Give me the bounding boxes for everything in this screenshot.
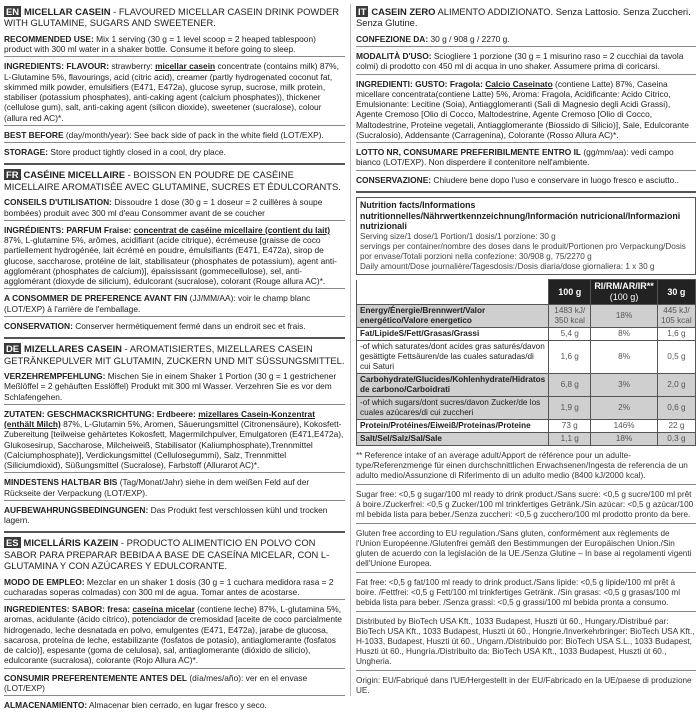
value-100g: 6,8 g xyxy=(549,374,591,397)
en-heading xyxy=(4,6,345,29)
nutrient-label: Protein/Protéines/Eiweiß/Proteinas/Proteine xyxy=(357,420,549,433)
nutrition-header xyxy=(356,197,696,275)
fr-use: CONSEILS D'UTILISATION: Dissoudre 1 dose (30 g = 1 doseur = 2 cuillères à soupe bombées) produit avec 300 ml d'eau Consommer avant de se coucher xyxy=(4,195,345,221)
nutrition-servings: servings per container/nombre des doses dans le produit/Portionen pro Verpackung/Dosis por envase/Totali porzioni nella confezione: 30/908 g, 75/2270 g xyxy=(360,242,686,262)
value-ri: 2% xyxy=(591,397,658,420)
en-use: RECOMMENDED USE: Mix 1 serving (30 g = 1 level scoop = 2 heaped tablespoon) product with 300 ml water in a shaker bottle. Consume it before going to sleep. xyxy=(4,32,345,58)
value-100g: 1,6 g xyxy=(549,341,591,374)
nutrition-row xyxy=(357,420,696,433)
it-conservation: CONSERVAZIONE: Chiudere bene dopo l'uso e conservare in luogo fresco e asciutto.. xyxy=(356,174,679,185)
value-100g: 1,1 g xyxy=(549,433,591,446)
fr-best-before: A CONSOMMER DE PREFERENCE AVANT FIN (JJ/MM/AA): voir le champ blanc (LOT/EXP) à l'arrière de l'emballage. xyxy=(4,291,345,317)
nutrition-row xyxy=(357,305,696,328)
nutrient-label: Salt/Sel/Salz/Sal/Sale xyxy=(357,433,549,446)
en-best-before: BEST BEFORE (day/month/year): See back side of pack in the white field (LOT/EXP). xyxy=(4,128,345,143)
sugar-free-note: Sugar free: <0,5 g sugar/100 ml ready to drink product./Sans sucre: <0,5 g sucre/100 ml prêt à boire./Zuckerfrei: <0,5 g Zucker/100 ml trinkfertiges Getränk./Sin azúcar: <0,5 g azúcar/100 ml bebida lista para beber./Senza zuccheri: <0,5 g zucchero/100 ml prodotto pronto da bere. xyxy=(356,487,696,524)
it-ingredients: INGREDIENTI: GUSTO: Fragola: Calcio Caseinato (contiene Latte) 87%, Caseina micellare concentrata(contiene Latte) 5%, Aroma: Fragola, Acidificante: Acido Citrico, Emulsionante: Lecitine (Soia), Antiagglomeranti (Sali di Magnesio degli Acidi Grassi), Agente Cremoso [Olio di Cocco, Maltodestrine, Agente Cremoso [Olio di Cocco, Maltodestrine, Proteine vegetali, Antiagglomerante (Biossido di Silicio)], Sale, Edulcorante (Sucralosio), Addensante (Carragenina), Colorante (Rosso Allura AC)*. xyxy=(356,77,696,144)
value-30g: 22 g xyxy=(657,420,695,433)
nutrient-label: Fat/LipideS/Fett/Grasas/Grassi xyxy=(357,328,549,341)
section-it xyxy=(356,6,696,193)
lang-code-de: DE xyxy=(6,343,20,355)
value-ri: 8% xyxy=(591,341,658,374)
col-ri: RI/RM/AR/IR** (100 g) xyxy=(591,280,658,305)
nutrition-table-header xyxy=(357,280,696,305)
value-ri: 146% xyxy=(591,420,658,433)
fat-free-note: Fat free: <0,5 g fat/100 ml ready to drink product./Sans lipide: <0,5 g lipide/100 ml prêt à boire. /Fettfrei: <0,5 g Fett/100 ml trinkfertiges Getränk. /Sin grasas: <0,5 g grasas/100 ml bebida lista para beber. /Senza grassi: <0,5 g grassi/100 ml bebida pronta a consumo. xyxy=(356,575,696,612)
value-ri: 3% xyxy=(591,374,658,397)
origin-note: Origin: EU/Fabriqué dans l'UE/Hergestellt in der EU/Fabricado en la UE/paese di produzione UE. xyxy=(356,676,692,696)
value-ri: 8% xyxy=(591,328,658,341)
es-storage: ALMACENAMIENTO: Almacenar bien cerrado, en lugar fresco y seco. xyxy=(4,700,267,711)
value-100g: 1483 kJ/ 350 kcal xyxy=(549,305,591,328)
en-product: MICELLAR CASEIN xyxy=(24,6,111,17)
value-ri: 18% xyxy=(591,433,658,446)
value-30g: 2,0 g xyxy=(657,374,695,397)
nutrient-label: -of which saturates/dont acides gras saturés/davon gesättigte Fettsäuren/de las cuales saturadas/di cui Saturi xyxy=(357,341,549,374)
gluten-free-note: Gluten free according to EU regulation./Sans gluten, conformément aux règlements de l'Union Européenne./Glutenfrei gemäß den Bestimmungen der Europäischen Union./Sin gluten de acuerdo con la legislación de la UE./Senza Glutine – In base ai regolamenti vigenti dell'Unione Europea. xyxy=(356,526,696,573)
en-storage: STORAGE: Store product tightly closed in a cool, dry place. xyxy=(4,147,226,158)
nutrient-label: Carbohydrate/Glucides/Kohlenhydrate/Hidratos de carbono/Carboidrati xyxy=(357,374,549,397)
value-100g: 73 g xyxy=(549,420,591,433)
it-size: CONFEZIONE DA: 30 g / 908 g / 2270 g. xyxy=(356,32,696,47)
right-column xyxy=(356,6,696,699)
en-desc: - FLAVOURED MICELLAR CASEIN DRINK POWDER WITH GLUTAMINE, SUGARS AND SWEETENER. xyxy=(4,6,340,29)
value-30g: 0,6 g xyxy=(657,397,695,420)
de-best-before: MINDESTENS HALTBAR BIS (Tag/Monat/Jahr) siehe in dem weißen Feld auf der Rückseite der Verpackung (LOT/EXP). xyxy=(4,475,345,501)
value-100g: 1,9 g xyxy=(549,397,591,420)
nutrition-title: Nutrition facts/Informations nutritionnelles/Nährwertkennzeichnung/Información nutricional/Informazioni nutrizionali xyxy=(360,199,681,232)
lang-code-fr: FR xyxy=(6,169,19,181)
section-en xyxy=(4,6,345,165)
section-es xyxy=(4,537,345,716)
value-30g: 445 kJ/ 105 kcal xyxy=(657,305,695,328)
section-de xyxy=(4,343,345,533)
it-lot: LOTTO NR, CONSUMARE PREFERIBILMENTE ENTRO IL (gg/mm/aa): vedi campo bianco (LOT/EXP). Non disperdere il contenitore nell'ambiente. xyxy=(356,145,696,171)
value-30g: 0,3 g xyxy=(657,433,695,446)
es-heading: ES MICELLÁRIS KAZEIN - PRODUCTO ALIMENTICIO EN POLVO CON SABOR PARA PREPARAR BEBIDA A BASE DE CASEÍNA MICELAR, CON L-GLUTAMINA Y CON AZÚCARES Y EDULCORANTE. xyxy=(4,537,330,572)
distributor-note: Distributed by BioTech USA Kft., 1033 Budapest, Huszti út 60., Hungary./Distribué par: BioTech USA Kft., 1033 Budapest, Huszti út 60., Hongrie./Inverkehrbringer: BioTech USA Kft., H-1033, Budapest, Huszti út 60., Ungarn./Distribuido por: BioTech USA S.L., 1033 Budapest, Huszti út 60., Hungría./Distribuito da: BioTech USA Kft., 1033 Budapest, Huszti út 60., Ungheria. xyxy=(356,614,696,671)
en-ingredients: INGREDIENTS: FLAVOUR: strawberry: micellar casein concentrate (contains milk) 87%, L-Glutamine 5%, flavourings, acid (citric acid), creamer (partly hydrogenated coconut fat, skimmed milk powder, emulsifiers (E471, E472a), glucose syrup, sucrose, milk protein, stabiliser (potassium phosphates), anti-caking agent (calcium phosphates)), thickener (cellulose gum), salt, anti-caking agent (silicon dioxide), sweetener (sucralose), colour (allura red AC)*. xyxy=(4,59,345,126)
fr-heading: FR CASÉINE MICELLAIRE - BOISSON EN POUDRE DE CASÉINE MICELLAIRE AROMATISÉE AVEC GLUTAMINE, SUCRES ET ÉDULCORANTS. xyxy=(4,169,341,192)
col-30g: 30 g xyxy=(657,280,695,305)
de-storage: AUFBEWAHRUNGSBEDINGUNGEN: Das Produkt fest verschlossen kühl und trocken lagern. xyxy=(4,504,328,526)
nutrition-daily: Daily amount/Dose journalière/Tagesdosis:/Dosis diaria/dose giornaliera: 1 x 30 g xyxy=(360,262,655,272)
de-use: VERZEHREMPFEHLUNG: Mischen Sie in einem Shaker 1 Portion (30 g = 1 gestrichener Meßlöffel = 2 gehäuften Esslöffel) Produkt mit 300 ml Wasser. Verzehren Sie es vor dem Schlafengehen. xyxy=(4,369,345,405)
lang-code-en: EN xyxy=(6,6,20,17)
nutrition-row xyxy=(357,397,696,420)
es-use: MODO DE EMPLEO: Mezclar en un shaker 1 dosis (30 g = 1 cuchara medidora rasa = 2 cucharadas soperas colmadas) con 300 ml de agua. Tomar antes de acostarse. xyxy=(4,575,345,601)
col-100g: 100 g xyxy=(549,280,591,305)
lang-code-es: ES xyxy=(6,537,19,549)
nutrition-row xyxy=(357,433,696,446)
value-100g: 5,4 g xyxy=(549,328,591,341)
it-use: MODALITÀ D'USO: Sciogliere 1 porzione (30 g = 1 misurino raso = 2 cucchiai da tavola colmi) di prodotto con 450 ml di acqua in uno shaker. Assumere prima di coricarsi. xyxy=(356,49,696,75)
value-30g: 0,5 g xyxy=(657,341,695,374)
nutrition-row xyxy=(357,341,696,374)
nutrition-table xyxy=(356,279,696,446)
fr-storage: CONSERVATION: Conserver hermétiquement fermé dans un endroit sec et frais. xyxy=(4,320,306,331)
nutrient-label: Energy/Énergie/Brennwert/Valor energético/Valore energetico xyxy=(357,305,549,328)
lang-code-it: IT xyxy=(358,6,367,17)
es-best-before: CONSUMIR PREFERENTEMENTE ANTES DEL (día/mes/año): ver en el envase (LOT/EXP) xyxy=(4,671,345,697)
fr-ingredients: INGRÉDIENTS: PARFUM Fraise: concentrat de caséine micellaire (contient du lait) 87%, L-glutamine 5%, arômes, acidifiant (acide citrique), écrémeuse [graisse de coco partiellement hydrogénée, lait écrémé en poudre, émulsifiants (E471, E472a), sirop de glucose, saccharose, protéine de lait, stabilisateur (phosphates de potassium), agent anti-agglomérant (phosphates de calcium)], épaississant (gommecellulose), sel, anti-agglomérant (dioxyde de silicium), édulcorant (sucralose), colorant (Rouge allura AC)*. xyxy=(4,223,345,290)
value-ri: 18% xyxy=(591,305,658,328)
column-divider xyxy=(350,4,351,696)
value-30g: 1,6 g xyxy=(657,328,695,341)
nutrition-row xyxy=(357,328,696,341)
nutrient-label: -of which sugars/dont sucres/davon Zucker/de los cuales azúcares/di cui zuccheri xyxy=(357,397,549,420)
nutrition-serving: Serving size/1 dose/1 Portion/1 dosis/1 porzione: 30 g xyxy=(360,232,556,242)
es-ingredients: INGREDIENTES: SABOR: fresa: caseína micelar (contiene leche) 87%, L-glutamina 5%, aromas, acidulante (ácido cítrico), potenciador de cremosidad [aceite de coco parcialmente hidrogenado, leche desnatada en polvo, emulgentes (E471, E472a), jarabe de glucosa, sacarosa, proteína de leche, estabilizante (fosfatos de potasio), antiaglomerante (fosfatos de calcio)], espesante (goma de celulosa), sal, antiaglomerante (dióxido de silicio), edulcorante (sucralosa), colorante (Rojo Allura AC)*. xyxy=(4,602,345,669)
nutrition-footnote: ** Reference intake of an average adult/Apport de référence pour un adulte-type/Referenzmenge für einen durchschnittlichen Erwachsenen/Ingesta de referencia de un adulto medio/Assunzione di Riferimento di un adulto medio (8400 kJ/2000 kcal). xyxy=(356,448,696,485)
left-column xyxy=(4,6,345,720)
section-fr xyxy=(4,169,345,339)
it-heading: IT CASEIN ZERO ALIMENTO ADDIZIONATO. Senza Lattosio. Senza Zuccheri. Senza Glutine. xyxy=(356,6,691,29)
nutrition-row xyxy=(357,374,696,397)
de-ingredients: ZUTATEN: GESCHMACKSRICHTUNG: Erdbeere: mizellares Casein-Konzentrat (enthält Milch) 87%, L-Glutamin 5%, Aromen, Säuerungsmittel (Citronensäure), Kokosfett-Zubereitung [teilweise gehärtetes Kokosfett, Magermilchpulver, Emulgatoren (E471,E472a), Glukosesirup, Saccharose, Milcheiweiß, Stabilisator (Kaliumphosphate),Trennmittel (Calciumphosphate)], Verdickungsmittel (Cellulosegummi), Salz, Trennmittel (Siliciumdioxid), Süßungsmittel (Sucralose), Farbstoff (Allurarot AC)*. xyxy=(4,407,345,474)
de-heading: DE MIZELLARES CASEIN - AROMATISIERTES, MIZELLARES CASEIN GETRÄNKEPULVER MIT GLUTAMIN, ZUCKERN UND MIT SÜSSUNGSMITTEL. xyxy=(4,343,345,366)
